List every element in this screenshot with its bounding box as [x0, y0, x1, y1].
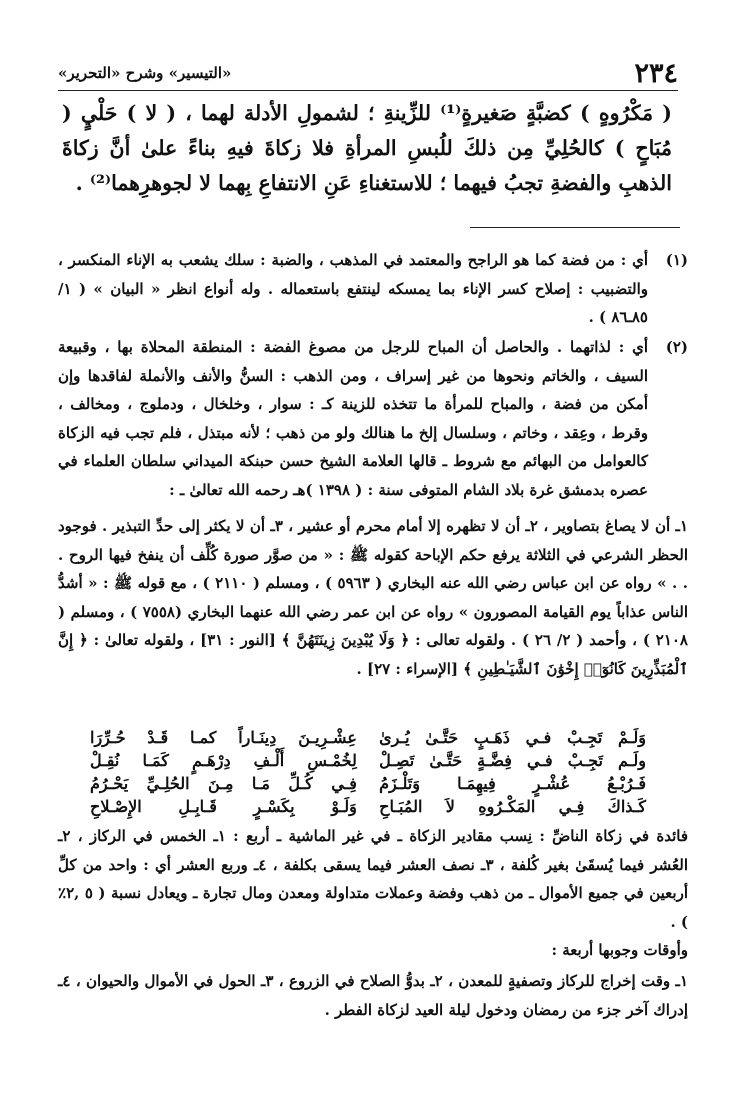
- footnote-separator: [470, 227, 680, 228]
- hemistich: فِـي كُـلِّ مَـا مِـنَ الحُلِـيِّ يَحْـرُمُ: [90, 774, 357, 793]
- footnote-text: أي : من فضة كما هو الراجح والمعتمد في المذهب ، والضبة : سلك يشعب به الإناء المنكسر ، والتضبيب : إصلاح كسر الإناء بما يمسكه لينتفع باستعماله . وله أنواع انظر « البيان » ( ١/ ٨٥ـ٨٦ ) .: [58, 251, 648, 326]
- hemistich: وَلَـمْ تَجِـبْ فـي ذَهَـبٍ حَتَّـىٰ يُـرىٰ: [379, 728, 646, 747]
- poem-verse: [90, 795, 646, 818]
- hemistich: ولَـم تَجِـبْ فـي فِضَّـةٍ حَتَّـىٰ تَصِـلْ: [379, 751, 646, 770]
- poem-verse: [90, 772, 646, 795]
- footnote-number: (٢): [665, 338, 688, 356]
- times-heading: وأوقات وجوبها أربعة :: [551, 941, 688, 959]
- hemistich: فَـرُبْـعُ عُشْـرٍ فِيهِمَـا وَتَلْـزَمُ: [379, 774, 646, 793]
- footnote-1: [58, 246, 688, 332]
- poem: [90, 726, 646, 818]
- benefit-paragraph: [58, 822, 688, 936]
- hemistich: لِخُمْـسِ أَلْـفِ دِرْهَـمٍ كَمَـا نُقِـلْ: [90, 751, 357, 770]
- poem-verse: [90, 726, 646, 749]
- footnote-text: أي : لذاتهما . والحاصل أن المباح للرجل من مصوغ الفضة : المنطقة المحلاة بها ، وقبيعة السيف ، والخاتم ونحوها من غير إسراف ، ومن الذهب : السنُّ والأنف والأنملة لفاقدها وإن أمكن من فضة ، والمباح للمرأة ما تتخذه للزينة كـ : سوار ، وخلخال ، ودملوج ، ومخالف ، وقرط ، وعِقد ، وخاتم ، وسلسال إلخ ما هنالك ولو من ذهب ؛ لأنه مبتذل ، فلم تجب فيه الزكاة كالعوامل من البهائم مع شروط ـ قالها العلامة الشيخ حسن حبنكة الميداني سلطان العلماء في عصره بدمشق غرة بلاد الشام المتوفى سنة : ( ١٣٩٨ )هـ رحمه الله تعالىٰ ـ :: [58, 338, 648, 499]
- hemistich: وَلَـوْ بِكَسْـرٍ قَـابِـلِ الإِصْـلاحِ: [90, 797, 357, 816]
- poem-verse: [90, 749, 646, 772]
- page-number: ٢٣٤: [634, 57, 678, 89]
- page-header: [58, 56, 678, 91]
- footnote-2: [58, 333, 688, 504]
- hemistich: عِشْـرِيـنَ دِينَـاراً كمـا قَـدْ حُـرِّرَا: [90, 728, 357, 747]
- hemistich: كَـذاكَ فِـي المَكْـرُوهِ لاَ المُبَـاحِ: [379, 797, 646, 816]
- footnote-number: (١): [665, 251, 688, 269]
- times-paragraph: ١ـ وقت إخراج للركاز وتصفيةٍ للمعدن ، ٢ـ بدوُّ الصلاح في الزروع ، ٣ـ الحول في الأموال والحيوان ، ٤ـ إدراك آخر جزء من رمضان ودخول ليلة العيد لزكاة الفطر .: [58, 972, 688, 1019]
- benefit-heading: فائدة في زكاة الناضِّ :: [539, 827, 688, 845]
- benefit-text: نِسب مقادير الزكاة ـ في غير الماشية ـ أربع : ١ـ الخمس في الركاز ، ٢ـ العُشر فيما يُسقَىٰ بغير كُلفة ، ٣ـ نصف العشر فيما يسقى بكلفة ، ٤ـ وربع العشر أي : واحد من كلِّ أربعين في جميع الأموال ـ من ذهب وفضة وعملات متداولة ومعدن ومال تجارة ـ ويعادل نسبة ( ٥ ,٢٪ ) .: [58, 827, 689, 931]
- conditions-paragraph: ١ـ أن لا يصاغ بتصاوير ، ٢ـ أن لا تظهره إلا أمام محرم أو عشير ، ٣ـ أن لا يكثر إلى حدِّ التبذير . فوجود الحظر الشرعي في الثلاثة يرفع حكم الإباحة كقوله ﷺ : « من صوَّر صورة كُلِّف أن ينفخ فيها الروح . . . » رواه عن ابن عباس رضي الله عنه البخاري ( ٥٩٦٣ ) ، ومسلم ( ٢١١٠ ) ، مع قوله ﷺ : « أشدُّ الناس عذاباً يوم القيامة المصورون » رواه عن ابن عمر رضي الله عنهما البخاري (٧٥٥٨ ) ، ومسلم ( ٢١٠٨ ) ، وأحمد ( ٢/ ٢٦ ) . ولقوله تعالى : ﴿ وَلَا يُبْدِينَ زِينَتَهُنَّ ﴾ [النور : ٣١] ، ولقوله تعالىٰ : ﴿ إِنَّ ٱلْمُبَذِّرِينَ كَانُوٓا۟ إِخْوَٰنَ ٱلشَّيَـٰطِينِ ﴾ [الإسراء : ٢٧] .: [58, 517, 689, 678]
- main-paragraph: ( مَكْرُوهٍ ) كضبَّةٍ صَغيرةٍ⁽¹⁾ للزِّينةِ ؛ لشمولِ الأدلة لهما ، ( لا ) حَلْيٍ ( مُبَاحٍ ) كالحُلِيِّ مِن ذلكَ للُبسِ المرأةِ فلا زكاةَ فيهِ بناءً علىٰ أنَّ زكاةَ الذهبِ والفضةِ تجبُ فيهما ؛ للاستغناءِ عَنِ الانتفاعِ بِهما لا لجوهرِهما⁽²⁾ .: [62, 101, 672, 195]
- running-title: «التيسير» وشرح «التحرير»: [58, 64, 232, 82]
